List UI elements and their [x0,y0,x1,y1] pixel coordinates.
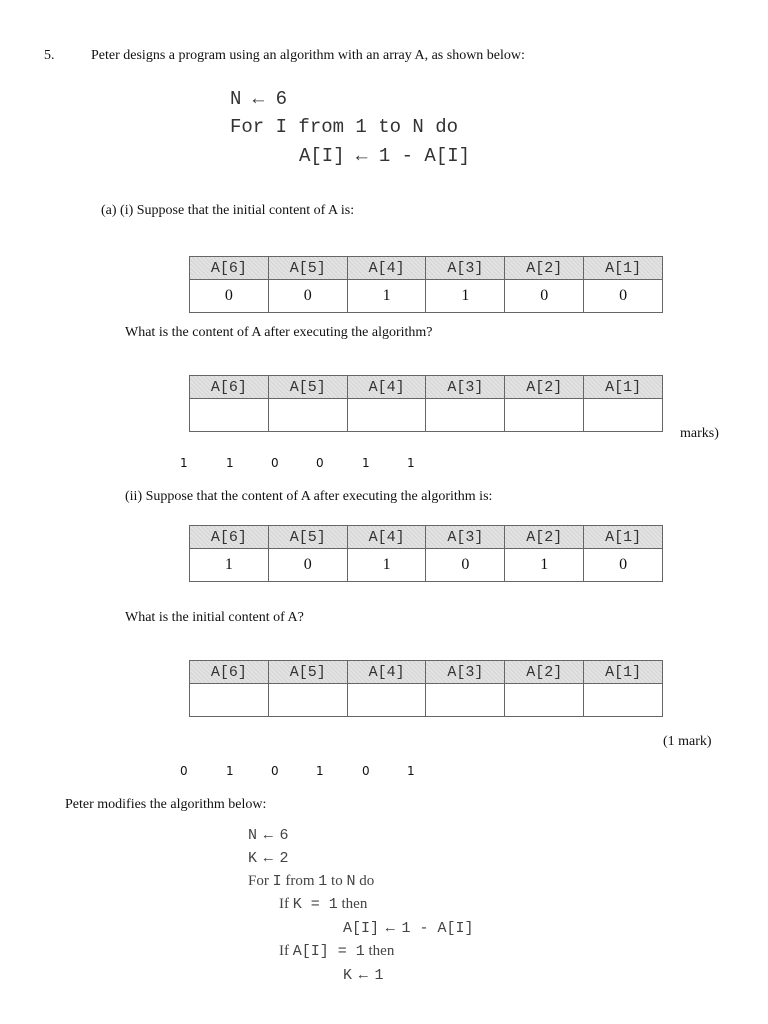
table-cell: 0 [584,280,663,313]
part-a-i-question: What is the content of A after executing the algorithm? [125,325,433,340]
answer-value: 1 [180,456,188,470]
algo2-line-6 [279,943,394,960]
code-token: ← [382,920,398,936]
answer-value: 1 [407,764,415,778]
part-a-i-marks: marks) [680,426,719,441]
answer-value: 0 [271,456,279,470]
algo2-line-4 [279,896,367,913]
table-header: A[4] [347,376,426,399]
answer-value: 1 [226,456,234,470]
table-header: A[6] [190,376,269,399]
table-cell: 0 [584,549,663,582]
code-token: N [346,873,356,890]
question-intro: Peter designs a program using an algorithm with an array A, as shown below: [91,48,525,63]
answer-value: 1 [407,456,415,470]
code-token: I [272,873,282,890]
table-cell: 1 [505,549,584,582]
code-token: then [368,943,395,959]
table-header: A[6] [190,257,269,280]
code-token: then [341,896,368,912]
code-token: 6 [279,827,289,844]
table-cell: 1 [426,280,505,313]
answer-value: 1 [316,764,324,778]
question-number: 5. [44,48,55,63]
table-header: A[5] [268,376,347,399]
part-a-ii-question: What is the initial content of A? [125,610,304,625]
answer-value: 0 [180,764,188,778]
code-token: N [248,827,258,844]
code-token: 1 - A[I] [401,920,474,937]
code-token: 2 [279,850,289,867]
answer-value: 0 [271,764,279,778]
table-header: A[6] [190,526,269,549]
table-header: A[6] [190,661,269,684]
empty-cell [584,399,663,432]
empty-cell [268,399,347,432]
code-token: ← [355,967,371,983]
table-header: A[3] [426,526,505,549]
code-token: K [343,967,353,984]
algo2-line-2 [248,850,289,867]
algo1-line-3: A[I] ← 1 - A[I] [299,145,471,167]
table-header: A[1] [584,376,663,399]
table-header: A[3] [426,376,505,399]
answer-value: 1 [362,456,370,470]
table-header: A[3] [426,257,505,280]
table-header: A[5] [268,661,347,684]
table-header: A[4] [347,526,426,549]
table-cell: 0 [426,549,505,582]
code-token: If [279,943,289,959]
code-token: from [285,873,315,889]
empty-cell [190,684,269,717]
code-token: A[I] [343,920,380,937]
empty-cell [426,399,505,432]
algo2-line-7 [343,967,384,984]
table-cell: 1 [347,549,426,582]
final-array-table [189,525,663,582]
code-token: K = 1 [292,896,338,913]
table-header: A[1] [584,526,663,549]
empty-cell [505,684,584,717]
code-token: 1 [318,873,328,890]
code-token: ← [260,827,276,843]
table-header: A[1] [584,257,663,280]
code-token: do [359,873,375,889]
table-header: A[5] [268,257,347,280]
answer-array-table-2 [189,660,663,717]
initial-array-table [189,256,663,313]
empty-cell [584,684,663,717]
modification-intro: Peter modifies the algorithm below: [65,797,267,812]
table-header: A[2] [505,661,584,684]
table-header: A[1] [584,661,663,684]
code-token: ← [260,850,276,866]
part-a-ii-label: (ii) Suppose that the content of A after executing the algorithm is: [125,489,493,504]
empty-cell [268,684,347,717]
code-token: K [248,850,258,867]
algo2-line-5 [343,920,474,937]
table-cell: 0 [268,549,347,582]
empty-cell [347,399,426,432]
table-header: A[2] [505,376,584,399]
algo1-line-1: N ← 6 [230,88,288,110]
empty-cell [347,684,426,717]
code-token: 1 [374,967,384,984]
code-token: to [331,873,343,889]
table-cell: 1 [347,280,426,313]
table-cell: 0 [190,280,269,313]
table-header: A[2] [505,257,584,280]
table-header: A[2] [505,526,584,549]
answer-value: 0 [316,456,324,470]
algo2-line-3 [248,873,374,890]
code-token: A[I] = 1 [292,943,365,960]
code-token: If [279,896,289,912]
table-header: A[4] [347,257,426,280]
algo1-line-2: For I from 1 to N do [230,116,459,138]
part-a-ii-marks: (1 mark) [663,734,712,749]
code-token: For [248,873,269,889]
answer-array-table-1 [189,375,663,432]
algo2-line-1 [248,827,289,844]
table-header: A[4] [347,661,426,684]
table-header: A[3] [426,661,505,684]
answer-value: 0 [362,764,370,778]
table-header: A[5] [268,526,347,549]
table-cell: 0 [505,280,584,313]
empty-cell [505,399,584,432]
empty-cell [426,684,505,717]
part-a-i-label: (a) (i) Suppose that the initial content of A is: [101,203,355,218]
empty-cell [190,399,269,432]
table-cell: 1 [190,549,269,582]
answer-value: 1 [226,764,234,778]
table-cell: 0 [268,280,347,313]
